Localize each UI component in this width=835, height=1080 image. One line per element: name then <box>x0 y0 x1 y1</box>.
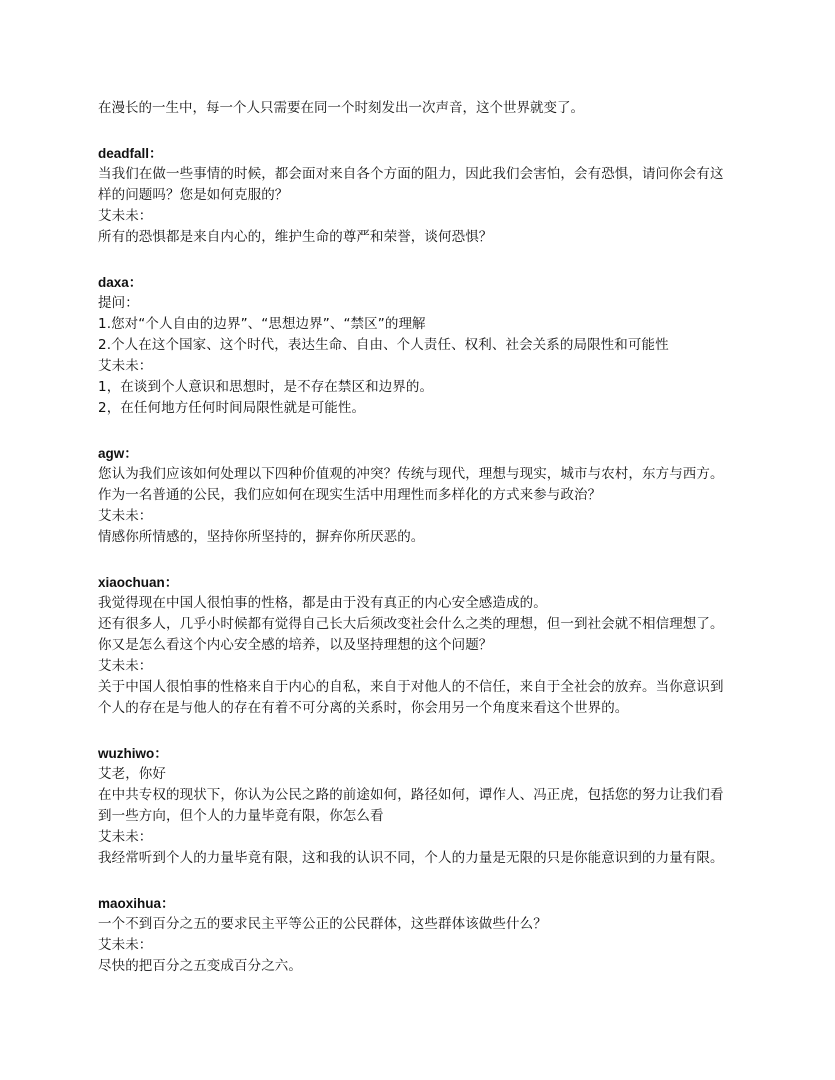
qa-block-agw <box>98 443 758 548</box>
answer-line: 我经常听到个人的力量毕竟有限，这和我的认识不同，个人的力量是无限的只是你能意识到的力量有限。 <box>98 850 724 866</box>
answer-line: 1，在谈到个人意识和思想时，是不存在禁区和边界的。 <box>98 379 434 395</box>
qa-block-xiaochuan <box>98 572 758 719</box>
asker-name: wuzhiwo： <box>98 746 168 761</box>
asker-name: deadfall： <box>98 146 163 161</box>
answerer-label: 艾未未： <box>98 658 153 674</box>
text-line: 提问： <box>98 295 139 311</box>
answerer-label: 艾未未： <box>98 937 153 953</box>
text-line: 当我们在做一些事情的时候，都会面对来自各个方面的阻力，因此我们会害怕，会有恐惧，请问你会有这 <box>98 166 724 182</box>
text-line: 我觉得现在中国人很怕事的性格，都是由于没有真正的内心安全感造成的。 <box>98 595 547 611</box>
document-page <box>98 98 758 1001</box>
intro-text: 在漫长的一生中，每一个人只需要在同一个时刻发出一次声音，这个世界就变了。 <box>98 100 584 116</box>
text-line: 1.您对“个人自由的边界”、“思想边界”、“禁区”的理解 <box>98 316 426 332</box>
answerer-label: 艾未未： <box>98 829 153 845</box>
text-line: 你又是怎么看这个内心安全感的培养，以及坚持理想的这个问题？ <box>98 637 493 653</box>
answerer-label: 艾未未： <box>98 358 153 374</box>
asker-name: daxa： <box>98 275 143 290</box>
answer-line: 尽快的把百分之五变成百分之六。 <box>98 958 302 974</box>
answer-line: 个人的存在是与他人的存在有着不可分离的关系时，你会用另一个角度来看这个世界的。 <box>98 700 629 716</box>
text-line: 作为一名普通的公民，我们应如何在现实生活中用理性而多样化的方式来参与政治？ <box>98 487 602 503</box>
asker-name: xiaochuan： <box>98 575 179 590</box>
text-line: 还有很多人，几乎小时候都有觉得自己长大后须改变社会什么之类的理想，但一到社会就不相信理想了。 <box>98 616 724 632</box>
qa-block-maoxihua <box>98 893 758 977</box>
answerer-label: 艾未未： <box>98 208 153 224</box>
qa-block-deadfall <box>98 143 758 248</box>
text-line: 艾老，你好 <box>98 766 166 782</box>
answer-line: 所有的恐惧都是来自内心的，维护生命的尊严和荣誉，谈何恐惧？ <box>98 229 493 245</box>
answer-line: 关于中国人很怕事的性格来自于内心的自私，来自于对他人的不信任，来自于全社会的放弃。当你意识到 <box>98 679 724 695</box>
asker-name: agw： <box>98 446 138 461</box>
asker-name: maoxihua： <box>98 896 175 911</box>
answer-line: 2，在任何地方任何时间局限性就是可能性。 <box>98 400 366 416</box>
text-line: 样的问题吗？您是如何克服的？ <box>98 187 289 203</box>
text-line: 一个不到百分之五的要求民主平等公正的公民群体，这些群体该做些什么？ <box>98 916 547 932</box>
answer-line: 情感你所情感的，坚持你所坚持的，摒弃你所厌恶的。 <box>98 529 425 545</box>
answerer-label: 艾未未： <box>98 508 153 524</box>
text-line: 2.个人在这个国家、这个时代，表达生命、自由、个人责任、权利、社会关系的局限性和可能性 <box>98 337 669 353</box>
qa-block-wuzhiwo <box>98 743 758 869</box>
text-line: 在中共专权的现状下，你认为公民之路的前途如何，路径如何，谭作人、冯正虎，包括您的努力让我们看 <box>98 787 724 803</box>
text-line: 您认为我们应该如何处理以下四种价值观的冲突？传统与现代，理想与现实，城市与农村，东方与西方。 <box>98 466 724 482</box>
qa-block-daxa <box>98 272 758 419</box>
text-line: 到一些方向，但个人的力量毕竟有限，你怎么看 <box>98 808 384 824</box>
